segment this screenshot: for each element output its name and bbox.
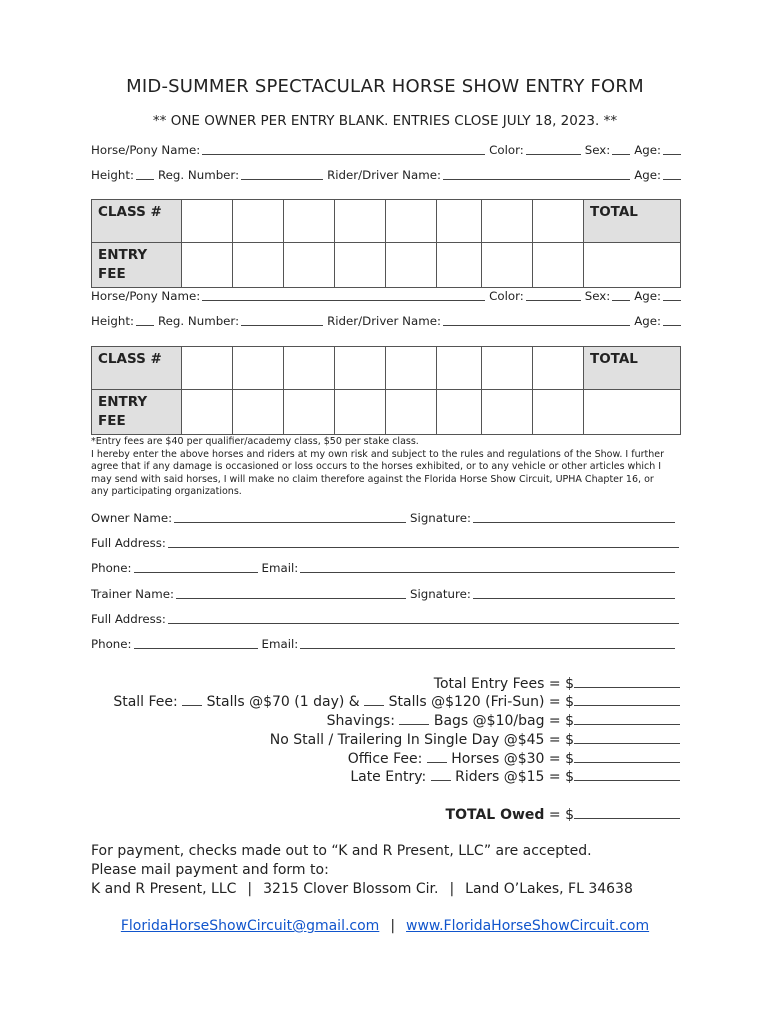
class-cell[interactable] <box>182 347 233 390</box>
city-state-zip: Land O’Lakes, FL 34638 <box>465 881 633 897</box>
form-subtitle: ** ONE OWNER PER ENTRY BLANK. ENTRIES CLOSE JULY 18, 2023. ** <box>152 113 618 129</box>
entry-fee-label-line2: FEE <box>98 266 126 282</box>
class-cell[interactable] <box>386 347 437 390</box>
total-entry-fees-label: Total Entry Fees = $ <box>433 676 574 692</box>
class-cell[interactable] <box>233 347 284 390</box>
class-cell[interactable] <box>386 200 437 243</box>
age-label: Age: <box>634 289 661 303</box>
height-field[interactable] <box>136 168 154 180</box>
rider-field[interactable] <box>443 314 630 326</box>
horse-name-label: Horse/Pony Name: <box>91 143 201 157</box>
horse-name-field[interactable] <box>202 289 485 301</box>
shavings-label: Shavings: <box>326 713 395 729</box>
owner-name-label: Owner Name: <box>91 511 173 525</box>
entry-fee-header <box>92 390 182 435</box>
fee-cell[interactable] <box>437 390 482 435</box>
reg-number-field[interactable] <box>241 314 323 326</box>
class-cell[interactable] <box>284 200 335 243</box>
total-header: TOTAL <box>584 200 681 243</box>
fee-cell[interactable] <box>482 243 533 288</box>
horse-line-4 <box>91 314 681 328</box>
links-separator: | <box>390 918 396 934</box>
entry-fee-label-line1: ENTRY <box>98 394 148 410</box>
age-label: Age: <box>634 143 661 157</box>
trainer-name-field[interactable] <box>176 587 406 599</box>
fee-cell[interactable] <box>386 243 437 288</box>
horse-name-label: Horse/Pony Name: <box>91 289 201 303</box>
fee-cell[interactable] <box>437 243 482 288</box>
stall-fee-label: Stall Fee: <box>113 694 178 710</box>
total-cell[interactable] <box>584 243 681 288</box>
fee-cell[interactable] <box>182 243 233 288</box>
class-number-header: CLASS # <box>92 347 182 390</box>
entry-fee-note: *Entry fees are $40 per qualifier/academy class, $50 per stake class. <box>91 436 419 447</box>
reg-number-field[interactable] <box>241 168 323 180</box>
color-label: Color: <box>489 143 524 157</box>
sex-field[interactable] <box>612 143 630 155</box>
class-cell[interactable] <box>284 347 335 390</box>
class-cell[interactable] <box>335 200 386 243</box>
height-label: Height: <box>91 314 134 328</box>
trainer-name-label: Trainer Name: <box>91 587 174 601</box>
fee-cell[interactable] <box>386 390 437 435</box>
stalls-weekend-count-field[interactable] <box>364 692 384 706</box>
height-label: Height: <box>91 168 134 182</box>
stall-fee-line <box>113 692 680 710</box>
trainer-line <box>91 587 681 601</box>
office-horses-count-field[interactable] <box>427 749 447 763</box>
no-stall-line <box>270 730 680 748</box>
shavings-line <box>327 711 680 729</box>
fee-cell[interactable] <box>284 243 335 288</box>
rider-field[interactable] <box>443 168 630 180</box>
entry-fee-label-line1: ENTRY <box>98 247 148 263</box>
stalls-1day-count-field[interactable] <box>182 692 202 706</box>
owner-phone-label: Phone: <box>91 561 132 575</box>
fee-cell[interactable] <box>533 390 584 435</box>
age-field[interactable] <box>663 168 681 180</box>
rider-label: Rider/Driver Name: <box>327 314 441 328</box>
age-field[interactable] <box>663 143 681 155</box>
total-cell[interactable] <box>584 390 681 435</box>
contact-links <box>0 918 770 934</box>
fee-cell[interactable] <box>335 243 386 288</box>
stall-fee-1day-label: Stalls @$70 (1 day) & <box>206 694 360 710</box>
entry-fee-label-line2: FEE <box>98 413 126 429</box>
color-field[interactable] <box>526 289 581 301</box>
rider-label: Rider/Driver Name: <box>327 168 441 182</box>
mail-instructions: Please mail payment and form to: <box>91 862 329 878</box>
late-entry-rate-label: Riders @$15 = $ <box>455 769 574 785</box>
owner-signature-field[interactable] <box>473 511 675 523</box>
late-entry-label: Late Entry: <box>350 769 427 785</box>
stall-fee-total-field[interactable] <box>574 692 680 706</box>
age-field[interactable] <box>663 289 681 301</box>
fee-cell[interactable] <box>233 243 284 288</box>
owner-line <box>91 511 681 525</box>
stall-fee-weekend-label: Stalls @$120 (Fri-Sun) = $ <box>388 694 574 710</box>
sex-label: Sex: <box>584 143 611 157</box>
reg-number-label: Reg. Number: <box>157 314 240 328</box>
mailing-address <box>91 881 633 897</box>
age-field[interactable] <box>663 314 681 326</box>
total-owed-line <box>446 805 680 823</box>
fee-cell[interactable] <box>335 390 386 435</box>
street-address: 3215 Clover Blossom Cir. <box>263 881 439 897</box>
shavings-count-field[interactable] <box>399 711 429 725</box>
fee-cell[interactable] <box>533 243 584 288</box>
class-cell[interactable] <box>182 200 233 243</box>
late-entry-line <box>350 767 680 785</box>
liability-waiver: I hereby enter the above horses and riders at my own risk and subject to the rules and regulations of the Show. I further agree that if any damage is occasioned or loss occurs to the horses exhibited, or to any vehicle or other articles which I may send with said horses, I will make no claim therefore against the Florida Horse Show Circuit, UPHA Chapter 16, or any participating organizations. <box>91 448 664 498</box>
owner-phone-field[interactable] <box>134 561 258 573</box>
owner-address-label: Full Address: <box>91 536 166 550</box>
reg-number-label: Reg. Number: <box>157 168 240 182</box>
late-entry-total-field[interactable] <box>574 767 680 781</box>
horse-line-1 <box>91 143 681 157</box>
fee-and-waiver-note <box>91 436 666 499</box>
office-fee-rate-label: Horses @$30 = $ <box>451 751 574 767</box>
trainer-address-label: Full Address: <box>91 612 166 626</box>
total-entry-fees-line <box>434 674 680 692</box>
owner-address-field[interactable] <box>168 536 679 548</box>
office-fee-total-field[interactable] <box>574 749 680 763</box>
class-entry-table-2 <box>91 346 681 435</box>
class-cell[interactable] <box>437 347 482 390</box>
sex-field[interactable] <box>612 289 630 301</box>
address-separator: | <box>247 881 253 897</box>
trainer-phone-line <box>91 637 681 651</box>
trainer-signature-label: Signature: <box>409 587 471 601</box>
age-label: Age: <box>634 168 661 182</box>
color-label: Color: <box>489 289 524 303</box>
shavings-rate-label: Bags @$10/bag = $ <box>433 713 574 729</box>
email-link[interactable]: FloridaHorseShowCircuit@gmail.com <box>120 918 380 934</box>
total-owed-field[interactable] <box>574 805 680 819</box>
class-cell[interactable] <box>437 200 482 243</box>
trainer-email-field[interactable] <box>300 637 675 649</box>
trainer-phone-label: Phone: <box>91 637 132 651</box>
class-cell[interactable] <box>233 200 284 243</box>
owner-email-field[interactable] <box>300 561 675 573</box>
total-entry-fees-field[interactable] <box>574 674 680 688</box>
trainer-email-label: Email: <box>261 637 299 651</box>
entry-fee-header <box>92 243 182 288</box>
trainer-signature-field[interactable] <box>473 587 675 599</box>
owner-address-line <box>91 536 681 550</box>
total-header: TOTAL <box>584 347 681 390</box>
age-label: Age: <box>634 314 661 328</box>
trainer-phone-field[interactable] <box>134 637 258 649</box>
website-link[interactable]: www.FloridaHorseShowCircuit.com <box>406 918 650 934</box>
class-entry-table-1 <box>91 199 681 288</box>
owner-email-label: Email: <box>261 561 299 575</box>
owner-name-field[interactable] <box>174 511 406 523</box>
class-cell[interactable] <box>482 347 533 390</box>
office-fee-line <box>348 749 680 767</box>
horse-line-3 <box>91 289 681 303</box>
fee-cell[interactable] <box>482 390 533 435</box>
total-owed-label: TOTAL Owed <box>445 807 545 823</box>
class-cell[interactable] <box>533 200 584 243</box>
color-field[interactable] <box>526 143 581 155</box>
owner-signature-label: Signature: <box>410 511 471 525</box>
horse-name-field[interactable] <box>202 143 485 155</box>
fee-cell[interactable] <box>182 390 233 435</box>
no-stall-total-field[interactable] <box>574 730 680 744</box>
trainer-address-field[interactable] <box>168 612 679 624</box>
payment-instructions: For payment, checks made out to “K and R Present, LLC” are accepted. <box>91 843 592 859</box>
height-field[interactable] <box>136 314 154 326</box>
sex-label: Sex: <box>584 289 611 303</box>
no-stall-label: No Stall / Trailering In Single Day @$45 = $ <box>269 732 574 748</box>
shavings-total-field[interactable] <box>574 711 680 725</box>
class-number-header: CLASS # <box>92 200 182 243</box>
horse-line-2 <box>91 168 681 182</box>
class-cell[interactable] <box>533 347 584 390</box>
office-fee-label: Office Fee: <box>347 751 423 767</box>
company-name: K and R Present, LLC <box>91 881 237 897</box>
class-cell[interactable] <box>335 347 386 390</box>
class-cell[interactable] <box>482 200 533 243</box>
fee-cell[interactable] <box>284 390 335 435</box>
form-title: MID-SUMMER SPECTACULAR HORSE SHOW ENTRY FORM <box>126 76 644 97</box>
trainer-address-line <box>91 612 681 626</box>
total-owed-equals: = $ <box>548 807 574 823</box>
fee-cell[interactable] <box>233 390 284 435</box>
owner-phone-line <box>91 561 681 575</box>
late-riders-count-field[interactable] <box>431 767 451 781</box>
address-separator: | <box>449 881 455 897</box>
